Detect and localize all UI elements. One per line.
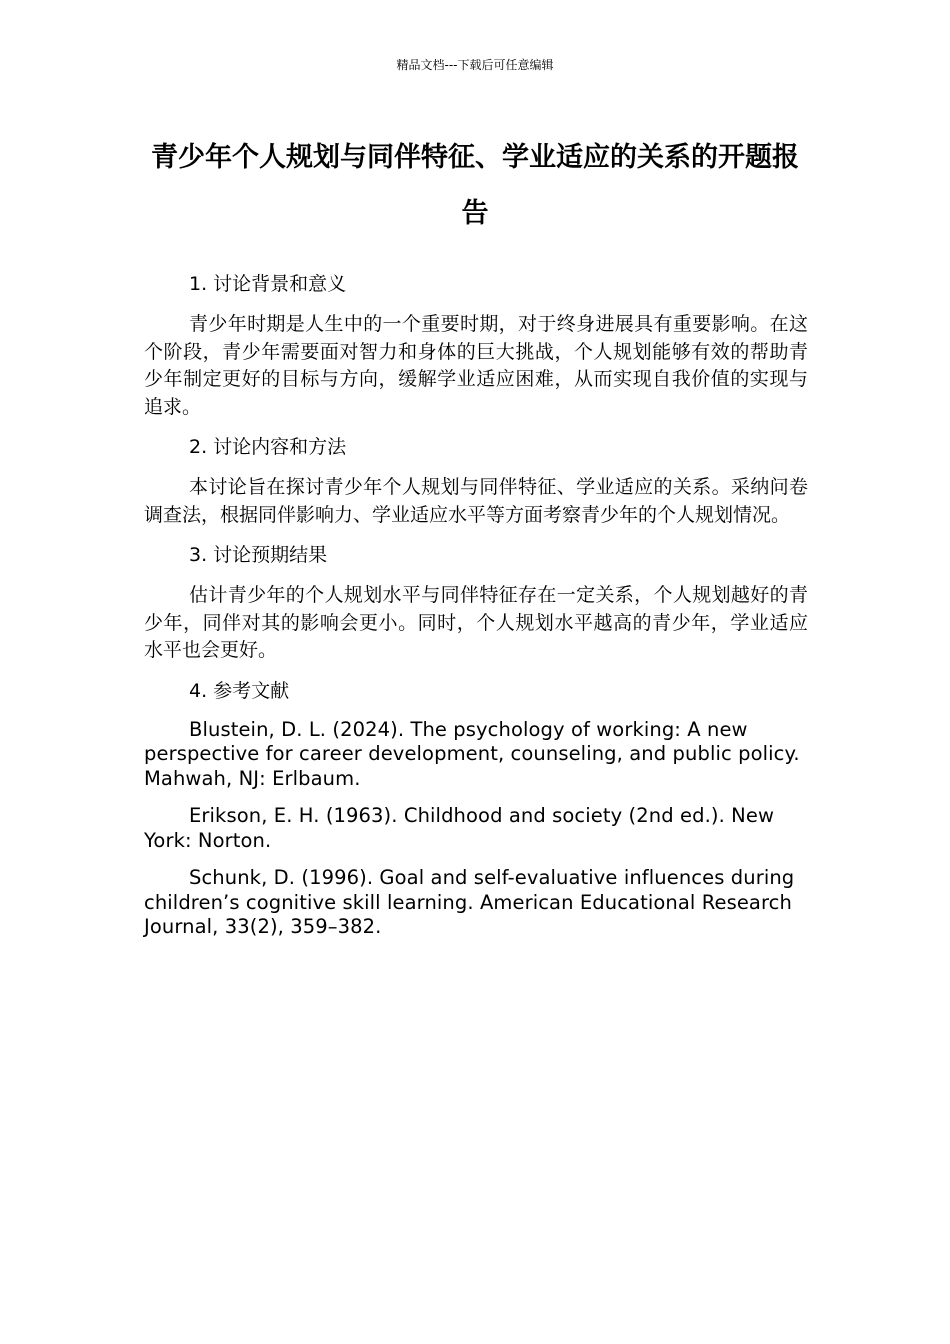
section-heading-background: 1. 讨论背景和意义 [189,273,347,295]
reference-item: Erikson, E. H. (1963). Childhood and society (2nd ed.). New York: Norton. [144,804,775,852]
section-heading-references: 4. 参考文献 [189,679,290,702]
reference-item: Schunk, D. (1996). Goal and self-evaluative influences during children’s cognitive skill learning. American Educational Research Journal, 33(2), 359–382. [144,866,795,938]
section-paragraph-background: 青少年时期是人生中的一个重要时期，对于终身进展具有重要影响。在这个阶段，青少年需要面对智力和身体的巨大挑战，个人规划能够有效的帮助青少年制定更好的目标与方向，缓解学业适应困难，从而实现自我价值的实现与追求。 [144,313,808,418]
reference-item: Blustein, D. L. (2024). The psychology of working: A new perspective for career development, counseling, and public policy. Mahwah, NJ: Erlbaum. [144,717,800,790]
section-heading-expected-results: 3. 讨论预期结果 [189,544,328,566]
document-title: 青少年个人规划与同伴特征、学业适应的关系的开题报告 [151,142,799,229]
section-heading-content-methods: 2. 讨论内容和方法 [189,436,347,458]
section-paragraph-expected-results: 估计青少年的个人规划水平与同伴特征存在一定关系，个人规划越好的青少年，同伴对其的影响会更小。同时，个人规划水平越高的青少年，学业适应水平也会更好。 [144,584,808,661]
header-note: 精品文档---下载后可任意编辑 [396,58,554,72]
section-paragraph-content-methods: 本讨论旨在探讨青少年个人规划与同伴特征、学业适应的关系。采纳问卷调查法，根据同伴影响力、学业适应水平等方面考察青少年的个人规划情况。 [144,476,808,526]
document-body [144,270,808,953]
